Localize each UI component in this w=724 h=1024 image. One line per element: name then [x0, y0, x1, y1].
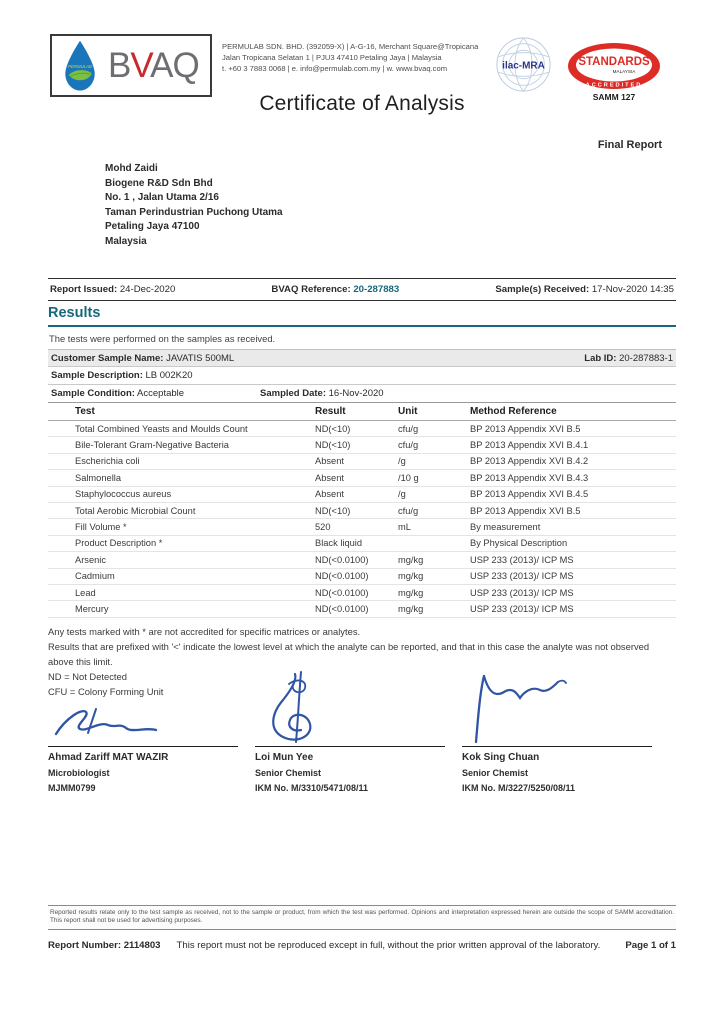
test-name: Mercury	[75, 603, 109, 614]
sampled-date-value: 16-Nov-2020	[326, 388, 384, 399]
sample-condition-row	[48, 385, 676, 403]
signatory-name: Loi Mun Yee	[255, 752, 314, 763]
note-line: ND = Not Detected	[48, 670, 127, 682]
signatory-id: IKM No. M/3310/5471/08/11	[255, 783, 369, 793]
test-unit: /g	[398, 456, 406, 467]
test-method: BP 2013 Appendix XVI B.4.1	[470, 440, 589, 451]
standards-malaysia-seal-icon	[566, 41, 662, 91]
table-row	[48, 487, 676, 503]
test-name: Arsenic	[75, 554, 107, 565]
test-result: Absent	[315, 489, 344, 500]
sample-condition-label: Sample Condition:	[51, 388, 135, 399]
signatory-role: Senior Chemist	[462, 768, 529, 778]
test-result: 520	[315, 522, 331, 533]
test-method: USP 233 (2013)/ ICP MS	[470, 603, 574, 614]
test-name: Lead	[75, 587, 96, 598]
sample-description-value: LB 002K20	[142, 370, 193, 381]
customer-sample-name	[51, 353, 234, 364]
report-number-label: Report Number:	[48, 940, 124, 951]
samples-received-value: 17-Nov-2020 14:35	[589, 284, 674, 295]
sampled-date-label: Sampled Date:	[260, 388, 326, 399]
test-method: USP 233 (2013)/ ICP MS	[470, 571, 574, 582]
customer-sample-name-value: JAVATIS 500ML	[163, 352, 235, 364]
test-name: Fill Volume *	[75, 522, 127, 533]
signatory-id: MJMM0799	[48, 783, 96, 793]
report-issued-label: Report Issued:	[50, 284, 118, 295]
recipient-line: Taman Perindustrian Puchong Utama	[105, 206, 283, 218]
table-row	[48, 569, 676, 585]
test-result: ND(<0.0100)	[315, 587, 369, 598]
sample-condition-value: Acceptable	[134, 388, 185, 399]
test-result: Black liquid	[315, 538, 363, 549]
water-drop-icon	[59, 38, 101, 94]
table-row	[48, 454, 676, 470]
signature-scribble-icon	[255, 670, 445, 744]
disclaimer-text: Reported results relate only to the test sample as received, not to the sample or product, from which the test was performed. Opinions and interpretation expressed herein are outside the scope of SAMM accreditation. This report shall not be used for advertising purposes.	[48, 905, 676, 930]
signature-scribble-icon	[48, 670, 238, 744]
table-row	[48, 503, 676, 519]
column-header-test: Test	[75, 406, 95, 417]
signature-scribble-icon	[462, 670, 652, 744]
signatory-role: Senior Chemist	[255, 768, 322, 778]
test-unit: mg/kg	[398, 571, 424, 582]
signatory-role: Microbiologist	[48, 768, 110, 778]
signature-block	[255, 670, 445, 793]
table-row	[48, 421, 676, 437]
test-method: By Physical Description	[470, 538, 568, 549]
results-intro: The tests were performed on the samples as received.	[49, 333, 276, 344]
test-result: ND(<10)	[315, 423, 351, 434]
drop-brand-text: PERMULAB	[68, 63, 92, 69]
samm-label: SAMM 127	[592, 92, 636, 102]
bvaq-logo	[50, 34, 212, 97]
standards-label: STANDARDS	[578, 56, 650, 68]
signature-line	[48, 746, 238, 747]
column-header-result: Result	[315, 406, 346, 417]
test-unit: mg/kg	[398, 554, 424, 565]
signature-line	[462, 746, 652, 747]
test-unit: mg/kg	[398, 603, 424, 614]
test-method: BP 2013 Appendix XVI B.4.3	[470, 472, 589, 483]
signatures-section	[48, 670, 652, 793]
table-row	[48, 470, 676, 486]
test-unit: /10 g	[398, 472, 419, 483]
test-result: ND(<0.0100)	[315, 571, 369, 582]
recipient-line: Malaysia	[105, 235, 147, 247]
recipient-line: Mohd Zaidi	[105, 163, 158, 174]
table-row	[48, 536, 676, 552]
bvaq-letter-b: B	[108, 46, 131, 85]
ilac-mra-seal-icon	[495, 36, 552, 93]
page-title: Certificate of Analysis	[259, 92, 465, 115]
results-table-header	[48, 403, 676, 421]
accredited-label: ACCREDITED	[585, 82, 643, 89]
customer-sample-name-label: Customer Sample Name:	[51, 352, 164, 364]
test-result: ND(<10)	[315, 440, 351, 451]
test-name: Salmonella	[75, 472, 121, 483]
column-header-method: Method Reference	[470, 406, 557, 417]
reproduction-note: This report must not be reproduced except in full, without the prior written approval of the laboratory.	[176, 940, 601, 951]
test-result: ND(<10)	[315, 505, 351, 516]
test-result: Absent	[315, 456, 344, 467]
recipient-line: No. 1 , Jalan Utama 2/16	[105, 192, 219, 204]
company-address	[222, 41, 478, 74]
table-row	[48, 585, 676, 601]
report-issued	[50, 284, 175, 295]
report-number	[48, 940, 161, 951]
test-name: Cadmium	[75, 571, 115, 582]
sample-description	[51, 370, 193, 381]
test-name: Total Aerobic Microbial Count	[75, 505, 196, 516]
company-address-line: t. +60 3 7883 0068 | e. info@permulab.com.my | w. www.bvaq.com	[222, 64, 448, 73]
test-unit: cfu/g	[398, 505, 419, 516]
company-address-line: Jalan Tropicana Selatan 1 | PJU3 47410 Petaling Jaya | Malaysia	[222, 53, 442, 62]
bvaq-letters-aq: AQ	[150, 46, 199, 85]
note-line: Results that are prefixed with '<' indicate the lowest level at which the analyte can be reported, and that in this case the analyte was not observed above this limit.	[48, 640, 650, 667]
sampled-date	[260, 388, 384, 399]
test-unit: cfu/g	[398, 440, 419, 451]
test-result: Absent	[315, 472, 344, 483]
results-divider	[48, 325, 676, 327]
recipient-address	[105, 162, 283, 250]
test-method: USP 233 (2013)/ ICP MS	[470, 587, 574, 598]
test-name: Total Combined Yeasts and Moulds Count	[75, 423, 248, 434]
sample-description-label: Sample Description:	[51, 370, 143, 381]
test-method: BP 2013 Appendix XVI B.4.2	[470, 456, 589, 467]
bvaq-reference	[271, 284, 399, 295]
test-method: USP 233 (2013)/ ICP MS	[470, 554, 574, 565]
test-method: BP 2013 Appendix XVI B.4.5	[470, 489, 589, 500]
samples-received-label: Sample(s) Received:	[495, 284, 590, 295]
report-number-value: 2114803	[123, 940, 161, 951]
test-method: BP 2013 Appendix XVI B.5	[470, 505, 581, 516]
sample-description-row	[48, 367, 676, 385]
table-row	[48, 519, 676, 535]
test-method: By measurement	[470, 522, 541, 533]
lab-id-label: Lab ID:	[584, 352, 617, 364]
results-heading: Results	[48, 305, 101, 321]
test-name: Bile-Tolerant Gram-Negative Bacteria	[75, 440, 229, 451]
signatory-name: Kok Sing Chuan	[462, 752, 540, 763]
company-address-line: PERMULAB SDN. BHD. (392059-X) | A-G-16, Merchant Square@Tropicana	[222, 42, 479, 51]
note-line: CFU = Colony Forming Unit	[48, 685, 164, 697]
footer-bar	[48, 940, 676, 951]
lab-id	[584, 353, 673, 364]
lab-id-value: 20-287883-1	[616, 352, 673, 364]
bvaq-reference-label: BVAQ Reference:	[271, 284, 354, 295]
test-unit: mL	[398, 522, 411, 533]
column-header-unit: Unit	[398, 406, 418, 417]
signature-line	[255, 746, 445, 747]
recipient-line: Petaling Jaya 47100	[105, 221, 200, 233]
bvaq-letter-v: V	[130, 46, 151, 85]
results-body	[48, 349, 676, 699]
table-row	[48, 437, 676, 453]
table-row	[48, 601, 676, 617]
ilac-mra-label: ilac-MRA	[502, 60, 545, 72]
report-meta-bar	[48, 278, 676, 301]
sample-condition	[51, 388, 184, 399]
samples-received	[495, 284, 674, 295]
test-unit: /g	[398, 489, 406, 500]
test-result: ND(<0.0100)	[315, 603, 369, 614]
note-line: Any tests marked with * are not accredited for specific matrices or analytes.	[48, 625, 361, 637]
test-unit: mg/kg	[398, 587, 424, 598]
signature-block	[48, 670, 238, 793]
test-name: Staphylococcus aureus	[75, 489, 172, 500]
recipient-line: Biogene R&D Sdn Bhd	[105, 177, 213, 189]
sample-name-row	[48, 349, 676, 367]
signature-block	[462, 670, 652, 793]
test-name: Product Description *	[75, 538, 163, 549]
test-name: Escherichia coli	[75, 456, 140, 467]
final-report-label: Final Report	[597, 139, 662, 151]
bvaq-reference-value: 20-287883	[353, 284, 400, 295]
table-row	[48, 552, 676, 568]
page-number: Page 1 of 1	[625, 940, 676, 951]
signatory-id: IKM No. M/3227/5250/08/11	[462, 783, 576, 793]
report-issued-value: 24-Dec-2020	[117, 284, 176, 295]
test-method: BP 2013 Appendix XVI B.5	[470, 423, 581, 434]
test-result: ND(<0.0100)	[315, 554, 369, 565]
test-unit: cfu/g	[398, 423, 419, 434]
signatory-name: Ahmad Zariff MAT WAZIR	[48, 752, 169, 763]
malaysia-label: MALAYSIA	[612, 69, 636, 74]
bvaq-wordmark	[108, 48, 199, 83]
